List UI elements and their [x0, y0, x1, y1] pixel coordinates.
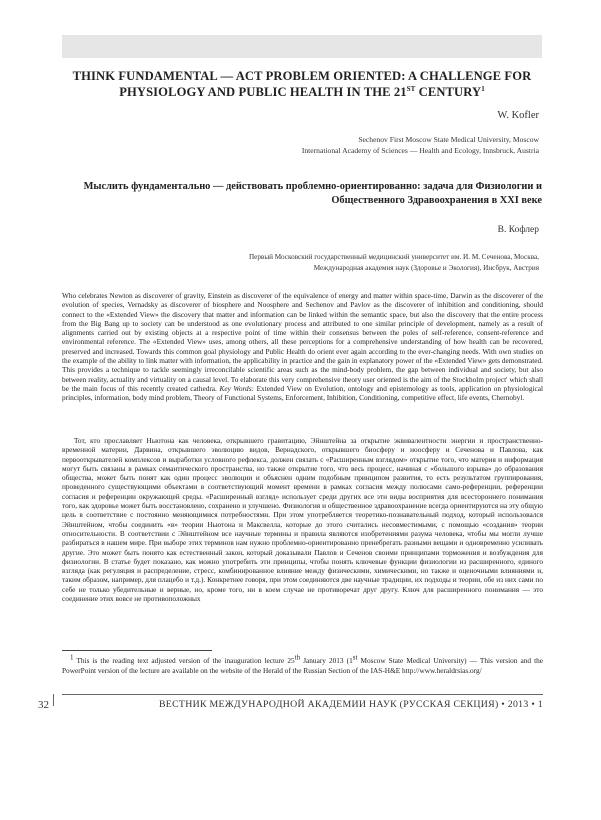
- article-title-ru: Мыслить фундаментально — действовать проблемно-ориентированно: задача для Физиологии и Общественного Здравоохранения в XXI веке: [83, 181, 542, 206]
- journal-title: ВЕСТНИК МЕЖДУНАРОДНОЙ АКАДЕМИИ НАУК (РУССКАЯ СЕКЦИЯ) • 2013 • 1: [158, 699, 543, 710]
- affiliation-ru: [59, 252, 539, 273]
- affiliation-en-line: International Academy of Sciences — Health and Ecology, Innsbruck, Austria: [301, 145, 539, 155]
- affiliation-ru-line: Первый Московский государственный медицинский университет им. И. М. Сеченова, Москва,: [248, 253, 539, 261]
- abstract-en: [62, 291, 543, 403]
- author-ru: В. Кофлер: [497, 225, 539, 235]
- header-bar: [62, 35, 542, 58]
- body-text-ru: Тот, кто прославляет Ньютона как человека, открывшего гравитацию, Эйнштейна за открытие эквивалентности энергии и пространственно-временной материи, Дарвина, открывшего эволюцию видов, Вернадского, открывшего биосферу и ноосферу и Сеченова и Павлова, как первооткрывателей комплексов и выработки условного рефлекса, должен связать с «Расширенным взглядом» открытие того, что материя и информация могут быть связаны в рамках семантического пространства, но также открытие того, что весь процесс, начиная с «большого взрыва» до образования общества, может быть понят как один процесс эволюции и объяснен одним подобным принципом развития, то есть результатом группирования, проведенного существующими объектами в соответствующий момент времени в рамках согласия между полюсами само-референции, референции согласия и референции окружающей среды. «Расширенный взгляд» использует среди других все эти виды восприятия для всестороннего понимания того, как здоровье может быть восстановлено, сохранено и улучшено. Физиология и общественное здравоохранение всегда ориентируются на эту общую цель в соответствие с постоянно меняющимися потребностями. При этом употребляется теоретико-познавательный подход, который использовался Эйнштейном, чтобы соединить «в» теории Ньютона и Максвелла, которые до этого считались несовместимыми, с помощью «создания» теории относительности. В соответствии с Эйнштейном все научные термины и правила являются изобретениями разума человека, чтобы мы могли лучше разбираться в нашем мире. При выборе этих терминов нам нужно проблемно-ориентированно пренебрегать разными вещами и одновременно усиливать другие. Это может быть понято как естественный закон, который доказывали Павлов и Сеченов своими принципами торможения и возбуждения для физиологии. В статье будет показано, как можно употребить эти принципы, чтобы понять ключевые функции физиологии из расширенного, единого взгляда (как регуляция и распределение, стресс, комбинированное влияние между физическими, химическими, но также и оценочными влияниями и, таким образом, например, для плацебо и т.д.). Конкретнее говоря, при этом соединяются две научные традиции, их подходы и теории, обе из них сами по себе не только убедительные и верные, но, кроме того, ни в коем случае не противоречат друг другу. Ключ для расширенного понимания — это соединение этих вовсе не противоположных: [62, 436, 543, 604]
- footer-separator: [53, 694, 54, 706]
- affiliation-en: [59, 135, 539, 156]
- affiliation-ru-line: Международная академия наук (Здоровье и Экология), Инсбрук, Австрия: [313, 263, 539, 272]
- article-title-en: THINK FUNDAMENTAL — ACT PROBLEM ORIENTED: A CHALLENGE FOR PHYSIOLOGY AND PUBLIC HEALTH IN THE 21ST CENTURY$^1$: [72, 69, 532, 99]
- footnote: $^1$ This is the reading text adjusted version of the inauguration lecture 25th January 2013 (1st Moscow State Medical University) — This version and the PowerPoint version of the lecture are available on the website of the Herald of the Russian Section of the IAS-H&E http://www.heraldrsias.org/: [62, 653, 543, 675]
- footnote-divider: [62, 650, 212, 651]
- abstract-text: Who celebrates Newton as discoverer of gravity, Einstein as discoverer of the equivalence of energy and matter within space-time, Darwin as the discoverer of the evolution of species, Vernadsky as discoverer of biosphere and Noosphere and Sechenov and Pavlov as the discoverer of inhibition and conditioning, should connect to the «Extended View» the discovery that matter and information can be linked within the semantic space, but also the discovery that the entire process from the Big Bang up to society can be understood as one evolutionary process and attributed to one similar principle of development, namely as a result of alignments carried out by existing objects at a respective point of time within their consensus between the poles of self-reference, consent-reference and environmental reference. The «Extended View» uses, among others, all these perceptions for a comprehensive understanding of how health can be recovered, preserved and increased. Towards this common goal physiology and Public Health do orient ever again according to the ever-changing needs. With own studies on the example of the ability to link matter with information, the applicability in practice and the gain in explanatory power of the «Extended View» gets demonstrated. This provides a technique to tackle seemingly irreconcilable scientific areas such as the mind-body problem, the gap between individual and society, but also between reality, actuality and virtuality on a causal level. To elaborate this very comprehensive theory user oriented is the aim of the Stockholm project' which shall be the main focus of this recently created cathedra.: [62, 291, 543, 393]
- affiliation-en-line: Sechenov First Moscow State Medical University, Moscow: [358, 135, 539, 144]
- keywords-label: Key Words:: [219, 383, 254, 393]
- footer-divider: [62, 694, 543, 695]
- page-number: 32: [38, 699, 49, 711]
- keywords-text: Extended View on Evolution, ontology and epistemology as tools, application on physiological principles, information, body mind problem, Theory of Functional Systems, Enforcement, Inhibition, Conditioning, competitive effect, life events, Chernobyl.: [62, 383, 543, 403]
- author-en: W. Kofler: [497, 110, 539, 121]
